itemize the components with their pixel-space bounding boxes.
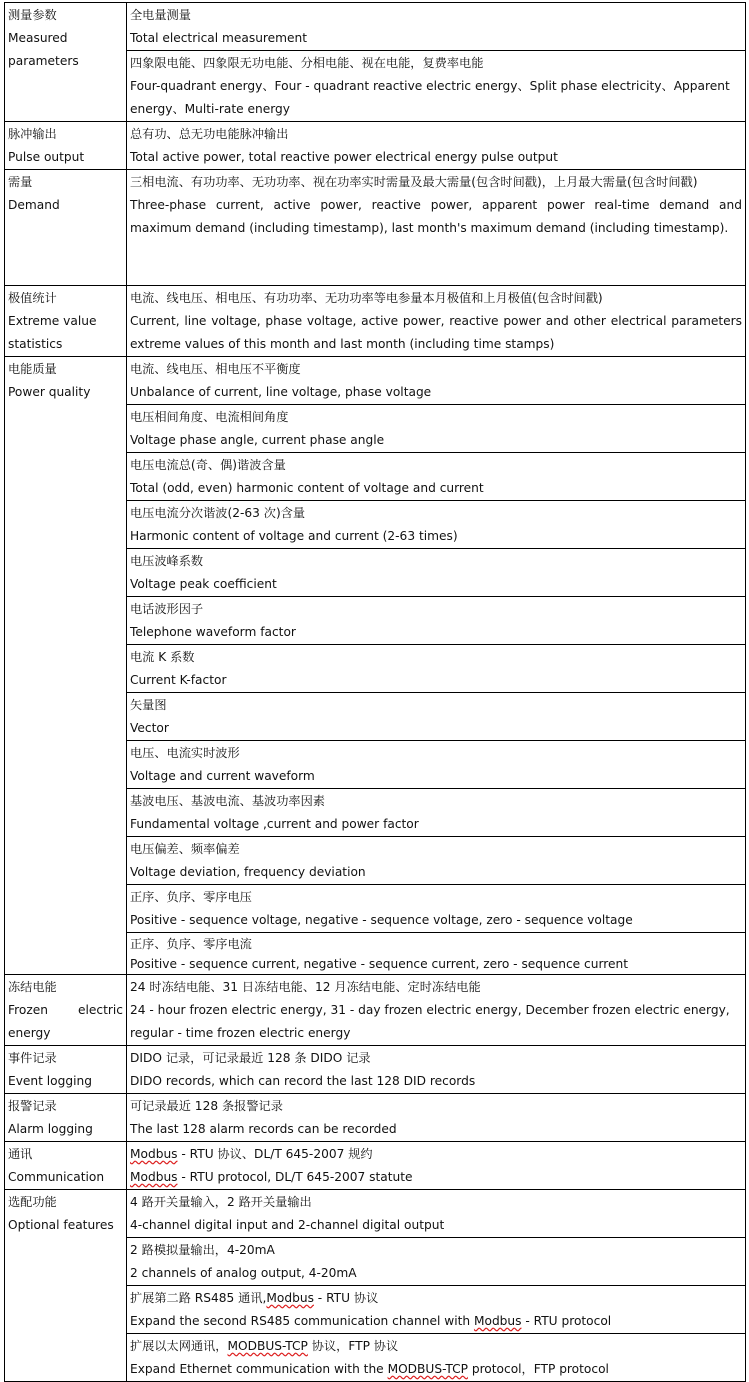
feature-zh: DIDO 记录，可记录最近 128 条 DIDO 记录 xyxy=(130,1051,371,1065)
feature-zh: 4 路开关量输入，2 路开关量输出 xyxy=(130,1195,312,1209)
feature-cell xyxy=(127,286,746,357)
category-alarm xyxy=(5,1094,127,1142)
feature-cell xyxy=(127,549,746,597)
feature-zh: 基波电压、基波电流、基波功率因素 xyxy=(130,794,325,808)
spellcheck-term: MODBUS-TCP xyxy=(227,1339,308,1353)
feature-zh: 四象限电能、四象限无功电能、分相电能、视在电能，复费率电能 xyxy=(130,56,484,70)
feature-cell xyxy=(127,1286,746,1334)
feature-zh: 电压电流分次谐波(2-63 次)含量 xyxy=(130,506,306,520)
feature-zh: 2 路模拟量输出，4-20mA xyxy=(130,1243,275,1257)
feature-text: - RTU protocol, DL/T 645-2007 statute xyxy=(177,1170,413,1184)
feature-cell xyxy=(127,405,746,453)
feature-cell xyxy=(127,837,746,885)
spec-table xyxy=(4,2,746,1382)
table-row xyxy=(5,122,746,170)
category-label-zh: 电能质量 xyxy=(8,362,57,376)
feature-text: 扩展第二路 RS485 通讯, xyxy=(130,1291,267,1305)
feature-cell xyxy=(127,453,746,501)
table-row xyxy=(5,1190,746,1238)
category-event xyxy=(5,1046,127,1094)
feature-en: DIDO records, which can record the last 128 DID records xyxy=(130,1074,476,1088)
category-label-en: Extreme value statistics xyxy=(8,314,97,351)
spellcheck-term: MODBUS-TCP xyxy=(387,1362,468,1376)
feature-text: Expand Ethernet communication with the xyxy=(130,1362,388,1376)
table-row xyxy=(5,1094,746,1142)
feature-text: 协议，FTP 协议 xyxy=(307,1339,399,1353)
feature-zh: 正序、负序、零序电压 xyxy=(130,890,252,904)
category-label-zh: 测量参数 xyxy=(8,8,57,22)
feature-cell xyxy=(127,597,746,645)
feature-en xyxy=(130,1358,742,1381)
feature-en: Current, line voltage, phase voltage, active power, reactive power and other electrical parameters extreme values of this month and last month (including time stamps) xyxy=(130,314,742,351)
feature-en xyxy=(130,1310,742,1333)
category-label-zh: 极值统计 xyxy=(8,291,57,305)
feature-en: 4-channel digital input and 2-channel digital output xyxy=(130,1218,445,1232)
feature-zh: 三相电流、有功功率、无功功率、视在功率实时需量及最大需量(包含时间戳)，上月最大需量(包含时间戳) xyxy=(130,175,698,189)
feature-cell xyxy=(127,357,746,405)
category-label-en: Power quality xyxy=(8,385,91,399)
feature-en: Voltage and current waveform xyxy=(130,769,315,783)
feature-en: 24 - hour frozen electric energy, 31 - day frozen electric energy, December frozen electric energy, regular - time frozen electric energy xyxy=(130,1003,730,1040)
feature-cell xyxy=(127,1142,746,1190)
feature-en: Unbalance of current, line voltage, phase voltage xyxy=(130,385,432,399)
category-demand xyxy=(5,170,127,286)
feature-en: Total (odd, even) harmonic content of voltage and current xyxy=(130,481,484,495)
feature-cell xyxy=(127,1190,746,1238)
feature-cell xyxy=(127,1046,746,1094)
feature-en: Positive - sequence current, negative - sequence current, zero - sequence current xyxy=(130,957,629,971)
category-extreme xyxy=(5,286,127,357)
category-pulse xyxy=(5,122,127,170)
feature-en: Fundamental voltage ,current and power factor xyxy=(130,817,419,831)
category-label-en: Pulse output xyxy=(8,150,85,164)
category-label-en: Measured parameters xyxy=(8,31,79,68)
feature-zh: 总有功、总无功电能脉冲输出 xyxy=(130,127,289,141)
feature-zh xyxy=(130,1143,742,1166)
feature-zh: 24 时冻结电能、31 日冻结电能、12 月冻结电能、定时冻结电能 xyxy=(130,980,481,994)
category-label-en: Alarm logging xyxy=(8,1122,93,1136)
category-label-zh: 报警记录 xyxy=(8,1099,57,1113)
feature-en: Harmonic content of voltage and current (2-63 times) xyxy=(130,529,458,543)
feature-en: Total electrical measurement xyxy=(130,31,308,45)
feature-text: - RTU 协议、DL/T 645-2007 规约 xyxy=(177,1147,373,1161)
feature-cell xyxy=(127,1238,746,1286)
feature-zh: 电流 K 系数 xyxy=(130,650,195,664)
category-label-zh: 通讯 xyxy=(8,1147,33,1161)
feature-zh: 电压电流总(奇、偶)谐波含量 xyxy=(130,458,286,472)
category-label-zh: 冻结电能 xyxy=(8,980,57,994)
feature-en: Current K-factor xyxy=(130,673,227,687)
category-label-zh: 事件记录 xyxy=(8,1051,57,1065)
feature-cell xyxy=(127,789,746,837)
category-power-quality xyxy=(5,357,127,975)
feature-zh: 全电量测量 xyxy=(130,8,191,22)
feature-zh: 可记录最近 128 条报警记录 xyxy=(130,1099,283,1113)
spellcheck-term: Modbus xyxy=(473,1314,522,1328)
feature-text: Expand the second RS485 communication channel with xyxy=(130,1314,474,1328)
feature-cell xyxy=(127,933,746,975)
category-optional xyxy=(5,1190,127,1382)
feature-text: - RTU protocol xyxy=(521,1314,612,1328)
spellcheck-term: Modbus xyxy=(130,1147,178,1161)
category-label-zh: 脉冲输出 xyxy=(8,127,57,141)
feature-cell xyxy=(127,1334,746,1382)
category-measured xyxy=(5,3,127,122)
feature-zh: 电流、线电压、相电压不平衡度 xyxy=(130,362,301,376)
table-row xyxy=(5,286,746,357)
feature-zh: 电话波形因子 xyxy=(130,602,204,616)
feature-zh: 矢量图 xyxy=(130,698,167,712)
spellcheck-term: Modbus xyxy=(266,1291,314,1305)
feature-cell xyxy=(127,170,746,286)
feature-cell xyxy=(127,645,746,693)
feature-cell xyxy=(127,501,746,549)
feature-en: Voltage deviation, frequency deviation xyxy=(130,865,366,879)
feature-cell xyxy=(127,51,746,122)
table-row xyxy=(5,975,746,1046)
feature-en: Total active power, total reactive power electrical energy pulse output xyxy=(130,150,558,164)
category-communication xyxy=(5,1142,127,1190)
feature-en: Four-quadrant energy、Four - quadrant reactive electric energy、Split phase electricity、Apparent energy、Multi-rate energy xyxy=(130,79,730,116)
category-frozen xyxy=(5,975,127,1046)
feature-zh xyxy=(130,1335,742,1358)
table-row xyxy=(5,1142,746,1190)
category-label-en: Event logging xyxy=(8,1074,92,1088)
category-label-en: Optional features xyxy=(8,1218,114,1232)
feature-zh: 电压偏差、频率偏差 xyxy=(130,842,240,856)
feature-zh: 电压、电流实时波形 xyxy=(130,746,240,760)
category-label-en: Frozen electric energy xyxy=(8,1003,123,1040)
feature-zh xyxy=(130,1287,742,1310)
category-label-zh: 需量 xyxy=(8,175,33,189)
table-row xyxy=(5,357,746,405)
feature-zh: 正序、负序、零序电流 xyxy=(130,937,252,951)
table-row xyxy=(5,3,746,51)
feature-text: - RTU 协议 xyxy=(313,1291,379,1305)
feature-en: 2 channels of analog output, 4-20mA xyxy=(130,1266,357,1280)
table-row xyxy=(5,1046,746,1094)
category-label-zh: 选配功能 xyxy=(8,1195,57,1209)
feature-cell xyxy=(127,741,746,789)
feature-cell xyxy=(127,693,746,741)
feature-en: Voltage phase angle, current phase angle xyxy=(130,433,385,447)
category-label-en: Communication xyxy=(8,1170,105,1184)
feature-en: Vector xyxy=(130,721,169,735)
feature-en: Positive - sequence voltage, negative - sequence voltage, zero - sequence voltage xyxy=(130,913,633,927)
feature-cell xyxy=(127,975,746,1046)
feature-zh: 电压波峰系数 xyxy=(130,554,204,568)
feature-cell xyxy=(127,1094,746,1142)
feature-en xyxy=(130,1166,742,1189)
feature-cell xyxy=(127,3,746,51)
feature-zh: 电流、线电压、相电压、有功功率、无功功率等电参量本月极值和上月极值(包含时间戳) xyxy=(130,291,603,305)
feature-en: Telephone waveform factor xyxy=(130,625,296,639)
feature-en: Voltage peak coefficient xyxy=(130,577,277,591)
feature-cell xyxy=(127,885,746,933)
feature-en: The last 128 alarm records can be recorded xyxy=(130,1122,397,1136)
category-label-en: Demand xyxy=(8,198,60,212)
feature-text: 扩展以太网通讯， xyxy=(130,1339,228,1353)
feature-en: Three-phase current, active power, reactive power, apparent power real-time demand and maximum demand (including timestamp), last month's maximum demand (including timestamp). xyxy=(130,198,742,235)
feature-zh: 电压相间角度、电流相间角度 xyxy=(130,410,289,424)
table-row xyxy=(5,170,746,286)
feature-cell xyxy=(127,122,746,170)
feature-text: protocol，FTP protocol xyxy=(467,1362,609,1376)
spellcheck-term: Modbus xyxy=(130,1170,178,1184)
